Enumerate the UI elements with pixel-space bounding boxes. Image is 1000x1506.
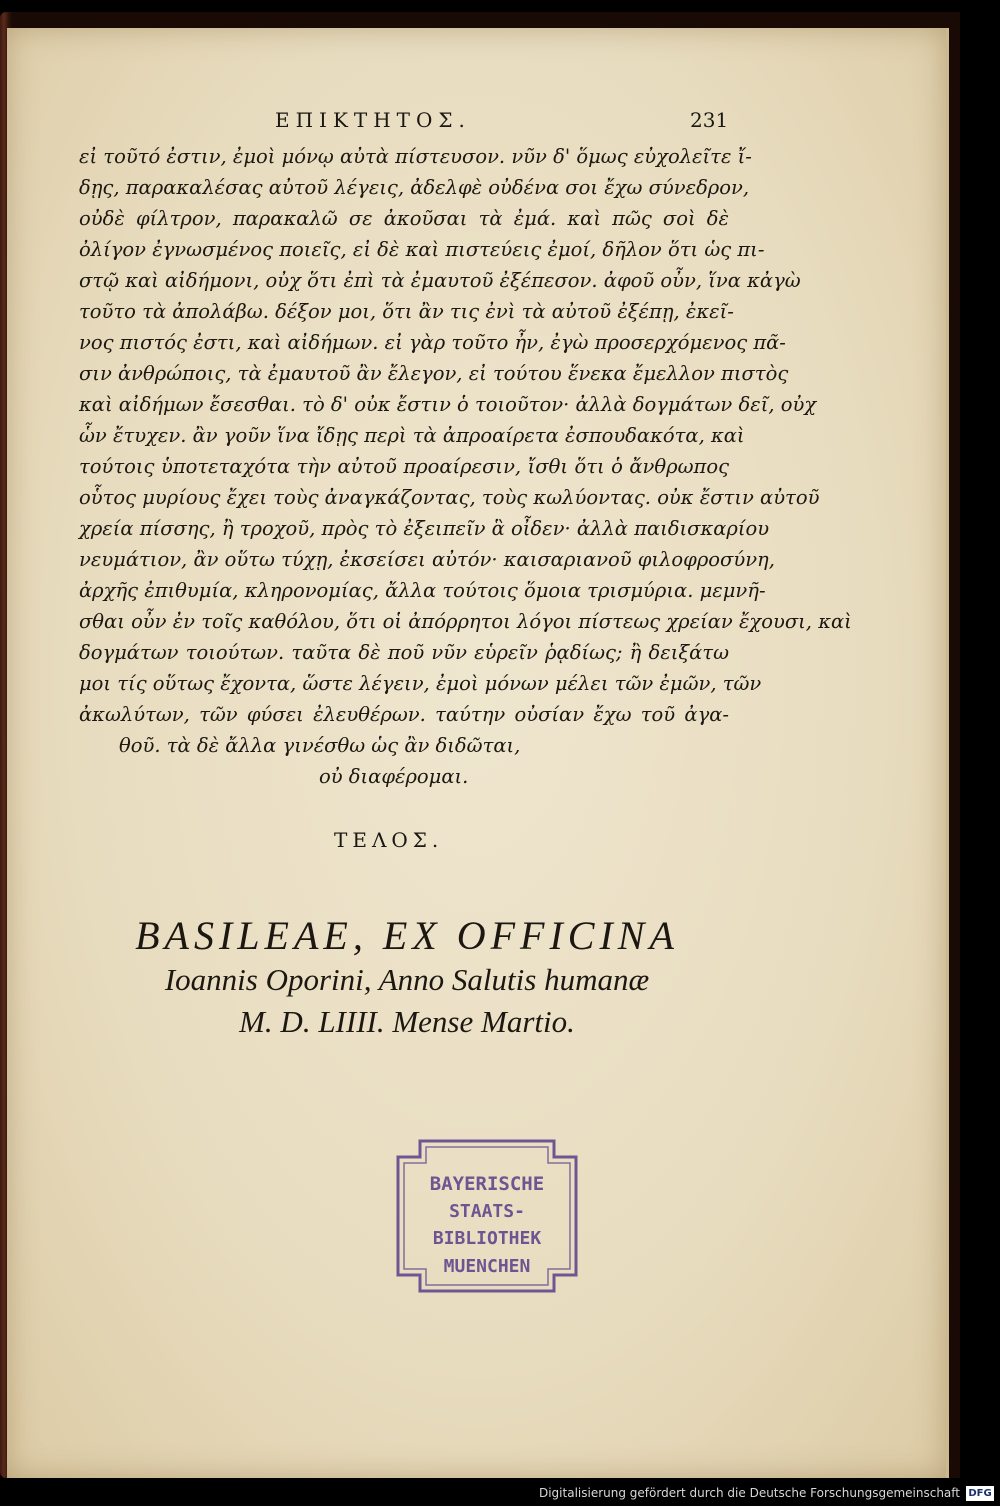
- text-line: σθαι οὖν ἐν τοῖς καθόλου, ὅτι οἱ ἀπόρρητοι λόγοι πίστεως χρείαν ἔχουσι, καὶ: [79, 610, 852, 633]
- text-line: σιν ἀνθρώποις, τὰ ἐμαυτοῦ ἂν ἔλεγον, εἰ τούτου ἕνεκα ἔμελλον πιστὸς: [79, 362, 789, 385]
- text-line: μοι τίς οὕτως ἔχοντα, ὥστε λέγειν, ἐμοὶ μόνων μέλει τῶν ἐμῶν, τῶν: [79, 672, 762, 695]
- text-line: ἀκωλύτων, τῶν φύσει ἐλευθέρων. ταύτην οὐσίαν ἔχω τοῦ ἀγα-: [79, 703, 729, 726]
- greek-text-block: [79, 141, 852, 792]
- colophon-line: BASILEAE, EX OFFICINA: [135, 913, 679, 958]
- text-line: τούτοις ὑποτεταχότα τὴν αὐτοῦ προαίρεσιν, ἴσθι ὅτι ὁ ἄνθρωπος: [79, 455, 729, 478]
- colophon-line: Ioannis Oporini, Anno Salutis humanæ: [164, 962, 650, 997]
- text-line: δῃς, παρακαλέσας αὐτοῦ λέγεις, ἀδελφὲ οὐδένα σοι ἔχω σύνεδρον,: [79, 176, 750, 199]
- telos-heading: ΤΕΛΟΣ.: [334, 828, 444, 852]
- colophon: [7, 913, 807, 1043]
- stamp-text: BIBLIOTHEK: [432, 1228, 542, 1249]
- text-line: στῷ καὶ αἰδήμονι, οὐχ ὅτι ἐπὶ τὰ ἐμαυτοῦ ἐξέπεσον. ἀφοῦ οὖν, ἵνα κἀγὼ: [79, 269, 801, 292]
- text-line: τοῦτο τὰ ἀπολάβω. δέξον μοι, ὅτι ἂν τις ἐνὶ τὰ αὐτοῦ ἐξέπῃ, ἐκεῖ-: [79, 300, 734, 323]
- library-stamp: [392, 1135, 582, 1297]
- page-number: 231: [690, 108, 729, 132]
- text-line: ὧν ἔτυχεν. ἂν γοῦν ἵνα ἴδῃς περὶ τὰ ἀπροαίρετα ἐσπουδακότα, καὶ: [79, 424, 745, 447]
- footer-bar: [0, 1482, 1000, 1506]
- stamp-text: BAYERISCHE: [429, 1173, 545, 1195]
- running-title: ΕΠΙΚΤΗΤΟΣ.: [275, 108, 471, 132]
- colophon-line: M. D. LIIII. Mense Martio.: [239, 1004, 575, 1039]
- book-page: [7, 28, 949, 1478]
- text-line: θοῦ. τὰ δὲ ἄλλα γινέσθω ὡς ἂν διδῶται,: [119, 734, 521, 757]
- text-line: καὶ αἰδήμων ἔσεσθαι. τὸ δ' οὐκ ἔστιν ὁ τοιοῦτον· ἀλλὰ δογμάτων δεῖ, οὐχ: [79, 393, 817, 416]
- text-line: εἰ τοῦτό ἐστιν, ἐμοὶ μόνῳ αὐτὰ πίστευσον. νῦν δ' ὅμως εὐχολεῖτε ἴ-: [79, 145, 752, 168]
- dfg-logo-icon: DFG: [966, 1486, 994, 1501]
- text-line: χρεία πίσσης, ἢ τροχοῦ, πρὸς τὸ ἐξειπεῖν ἃ οἶδεν· ἀλλὰ παιδισκαρίου: [79, 517, 770, 540]
- stamp-text: STAATS-: [449, 1201, 525, 1222]
- funding-credit: Digitalisierung gefördert durch die Deutsche Forschungsgemeinschaft: [538, 1486, 960, 1500]
- text-line: οὗτος μυρίους ἔχει τοὺς ἀναγκάζοντας, τοὺς κωλύοντας. οὐκ ἔστιν αὐτοῦ: [79, 486, 820, 509]
- text-line: νευμάτιον, ἂν οὕτω τύχῃ, ἐκσείσει αὐτόν· καισαριανοῦ φιλοφροσύνη,: [79, 548, 775, 571]
- text-line: δογμάτων τοιούτων. ταῦτα δὲ ποῦ νῦν εὑρεῖν ῥᾳδίως; ἢ δειξάτω: [79, 641, 729, 664]
- text-line: οὐδὲ φίλτρον, παρακαλῶ σε ἀκοῦσαι τὰ ἐμά. καὶ πῶς σοὶ δὲ: [79, 207, 729, 230]
- text-line: ἀρχῆς ἐπιθυμία, κληρονομίας, ἄλλα τούτοις ὅμοια τρισμύρια. μεμνῆ-: [79, 579, 766, 602]
- text-line: ὀλίγον ἐγνωσμένος ποιεῖς, εἰ δὲ καὶ πιστεύεις ἐμοί, δῆλον ὅτι ὡς πι-: [79, 238, 765, 261]
- running-head: [7, 108, 946, 138]
- stamp-text: MUENCHEN: [443, 1256, 531, 1277]
- text-line: οὐ διαφέρομαι.: [319, 765, 469, 788]
- text-line: νος πιστός ἐστι, καὶ αἰδήμων. εἰ γὰρ τοῦτο ἦν, ἐγὼ προσερχόμενος πᾶ-: [79, 331, 786, 354]
